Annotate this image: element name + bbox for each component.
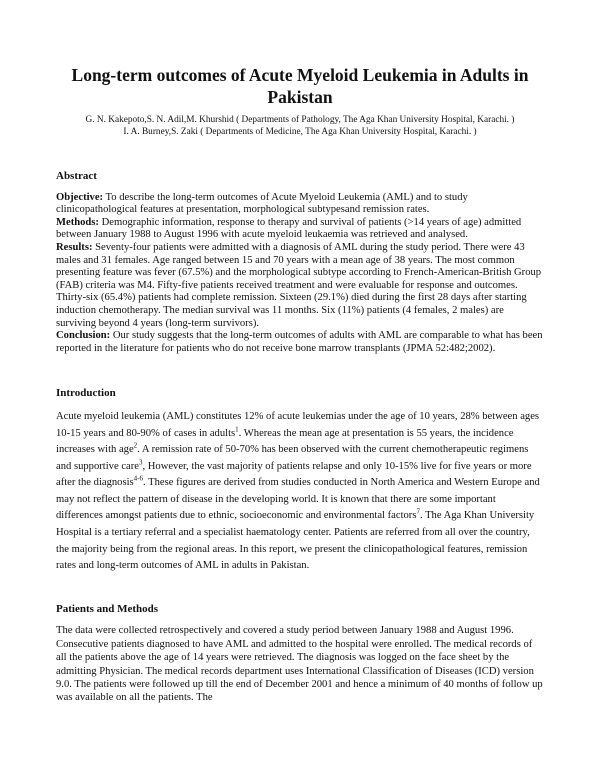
introduction-paragraph [56,409,544,575]
introduction-heading: Introduction [56,387,116,400]
abstract-section [56,170,544,355]
objective-text: To describe the long-term outcomes of Acute Myeloid Leukemia (AML) and to study clinicopathological features at presentation, morphological subtypesand remission rates. [56,191,468,216]
intro-text-5: . These figures are derived from studies conducted in North America and Western Europe and may not reflect the pattern of disease in the developing world. It is known that there are some important differences amongst patients due to ethnic, socioeconomic and environmental factors [56,477,540,522]
conclusion-label: Conclusion: [56,330,111,342]
patients-methods-heading: Patients and Methods [56,602,159,615]
abstract-conclusion [56,330,544,355]
citation-2: 2 [133,441,138,450]
citation-1: 1 [235,424,239,433]
abstract-heading: Abstract [56,170,97,182]
intro-text-6: . The Aga Khan University Hospital is a tertiary referral and a specialist haematology center. Patients are referred from all over the country, the majority being from the regional areas. In this report, we present the clinicopathological features, remission rates and long-term outcomes of AML in adults in Pakistan. [56,510,535,572]
citation-7: 7 [416,507,420,516]
abstract-objective [56,192,544,217]
author-block [56,114,544,138]
objective-label: Objective: [56,191,104,203]
paper-title: Long-term outcomes of Acute Myeloid Leukemia in Adults in Pakistan [71,65,529,107]
intro-text-4: , However, the vast majority of patients relapse and only 10-15% live for five years or more after the diagnosis [56,460,532,489]
intro-text-2: . Whereas the mean age at presentation is 55 years, the incidence increases with age [56,427,514,456]
intro-text-1: Acute myeloid leukemia (AML) constitutes 12% of acute leukemias under the age of 10 years, 28% between ages 10-15 years and 80-90% of cases in adults [56,410,540,439]
author-line-pathology: G. N. Kakepoto,S. N. Adil,M. Khurshid ( Departments of Pathology, The Aga Khan University Hospital, Karachi. ) [85,115,515,125]
introduction-section [56,387,544,575]
results-label: Results: [56,241,93,253]
methods-label: Methods: [56,216,99,228]
intro-text-3: . A remission rate of 50-70% has been observed with the current chemotherapeutic regimens and supportive care [56,444,529,472]
patients-methods-section [56,603,544,705]
author-line-medicine: I. A. Burney,S. Zaki ( Departments of Medicine, The Aga Khan University Hospital, Karachi. ) [123,127,477,137]
citation-4-6: 4-6 [133,474,144,483]
citation-3: 3 [138,458,143,467]
abstract-methods [56,217,544,242]
patients-methods-paragraph: The data were collected retrospectively and covered a study period between January 1988 and August 1996. Consecutive patients diagnosed to have AML and admitted to the hospital were enrolled. The medical records of all the patients above the age of 14 years were retrieved. The diagnosis was logged on the face sheet by the admitting Physician. The medical records department uses International Classification of Diseases (ICD) version 9.0. The patients were followed up till the end of December 2001 and hence a minimum of 40 months of follow up was available on all the patients. The [56,625,543,704]
abstract-results [56,242,544,330]
methods-text: Demographic information, response to therapy and survival of patients (>14 years of age) admitted between January 1988 to August 1996 with acute myeloid leukaemia was retrieved and analysed. [56,216,522,241]
results-text: Seventy-four patients were admitted with a diagnosis of AML during the study period. There were 43 males and 31 females. Age ranged between 15 and 70 years with a mean age of 38 years. The most common presenting feature was fever (67.5%) and the morphological subtype according to French-American-British Group (FAB) criteria was M4. Fifty-five patients received treatment and were evaluable for response and outcomes. Thirty-six (65.4%) patients had complete remission. Sixteen (29.1%) died during the first 28 days after starting induction chemotherapy. The median survival was 11 months. Six (11%) patients (4 females, 2 males) are surviving beyond 4 years (long-term survivors). [56,241,542,329]
conclusion-text: Our study suggests that the long-term outcomes of adults with AML are comparable to what has been reported in the literature for patients who do not receive bone marrow transplants (JPMA 52:482;2002). [56,330,543,354]
